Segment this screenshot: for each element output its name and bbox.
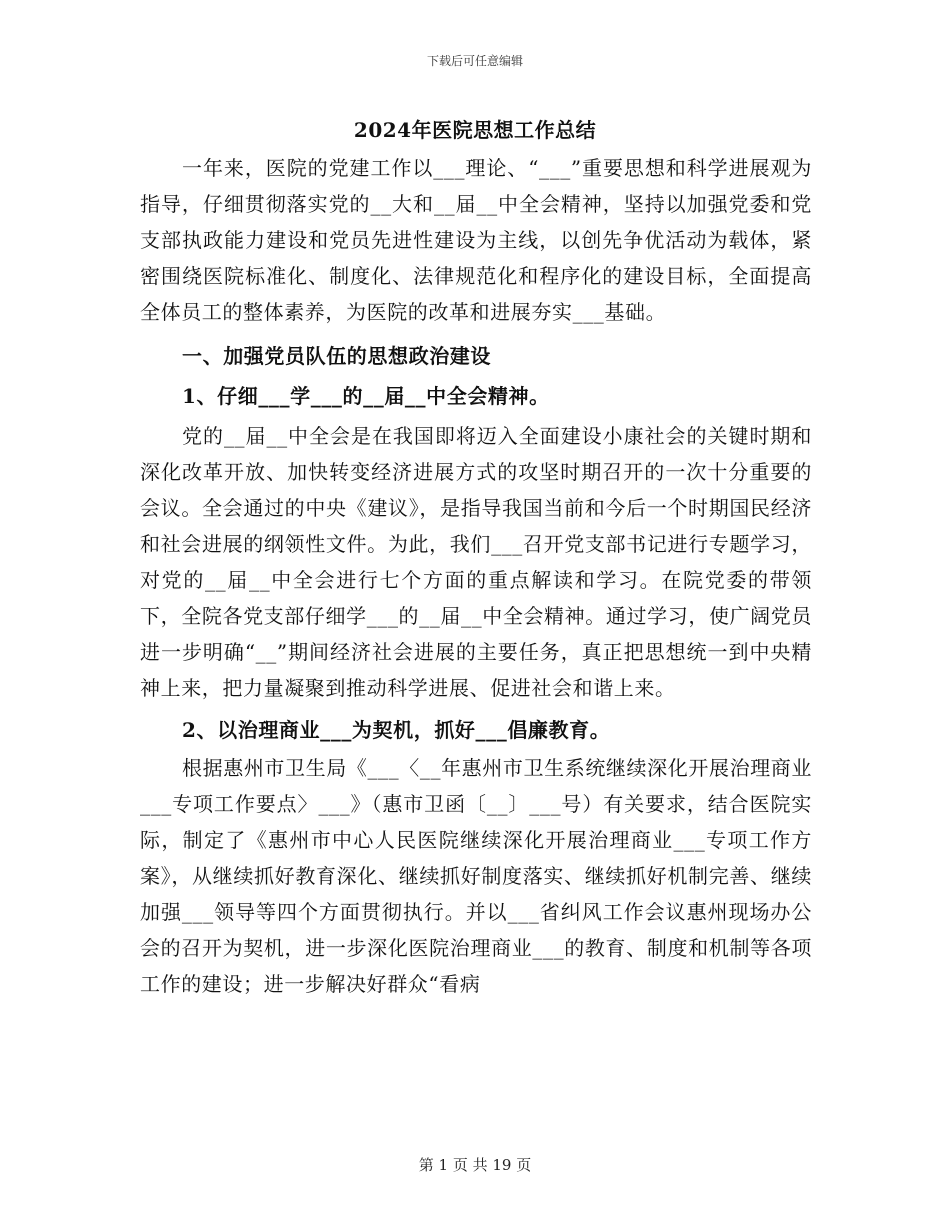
page-number: 第 1 页 共 19 页 (418, 1156, 532, 1174)
header-note: 下载后可任意编辑 (426, 54, 523, 68)
section-heading: 一、加强党员队伍的思想政治建设 (182, 344, 491, 368)
intro-paragraph: 一年来，医院的党建工作以___理论、“___”重要思想和科学进展观为指导，仔细贯彻落实党的__大和__届__中全会精神，坚持以加强党委和党支部执政能力建设和党员先进性建设为主线，以创先争优活动为载体，紧密围绕医院标准化、制度化、法律规范化和程序化的建设目标，全面提高全体员工的整体素养，为医院的改革和进展夯实___基础。 (140, 156, 812, 324)
body-paragraph: 党的__届__中全会是在我国即将迈入全面建设小康社会的关键时期和深化改革开放、加快转变经济进展方式的攻坚时期召开的一次十分重要的会议。全会通过的中央《建议》，是指导我国当前和今后一个时期国民经济和社会进展的纲领性文件。为此，我们___召开党支部书记进行专题学习，对党的__届__中全会进行七个方面的重点解读和学习。在院党委的带领下，全院各党支部仔细学___的__届__中全会精神。通过学习，使广阔党员进一步明确“__”期间经济社会进展的主要任务，真正把思想统一到中央精神上来，把力量凝聚到推动科学进展、促进社会和谐上来。 (140, 424, 812, 700)
subsection-heading: 2、以治理商业___为契机，抓好___倡廉教育。 (182, 718, 611, 742)
body-paragraph: 根据惠州市卫生局《___〈__年惠州市卫生系统继续深化开展治理商业___专项工作要点〉___》（惠市卫函〔__〕___号）有关要求，结合医院实际，制定了《惠州市中心人民医院继续深化开展治理商业___专项工作方案》，从继续抓好教育深化、继续抓好制度落实、继续抓好机制完善、继续加强___领导等四个方面贯彻执行。并以___省纠风工作会议惠州现场办公会的召开为契机，进一步深化医院治理商业___的教育、制度和机制等各项工作的建设；进一步解决好群众“看病 (140, 756, 812, 996)
subsection-heading: 1、仔细___学___的__届__中全会精神。 (182, 384, 550, 408)
document-body (140, 150, 812, 1002)
document-title: 2024年医院思想工作总结 (353, 118, 597, 142)
